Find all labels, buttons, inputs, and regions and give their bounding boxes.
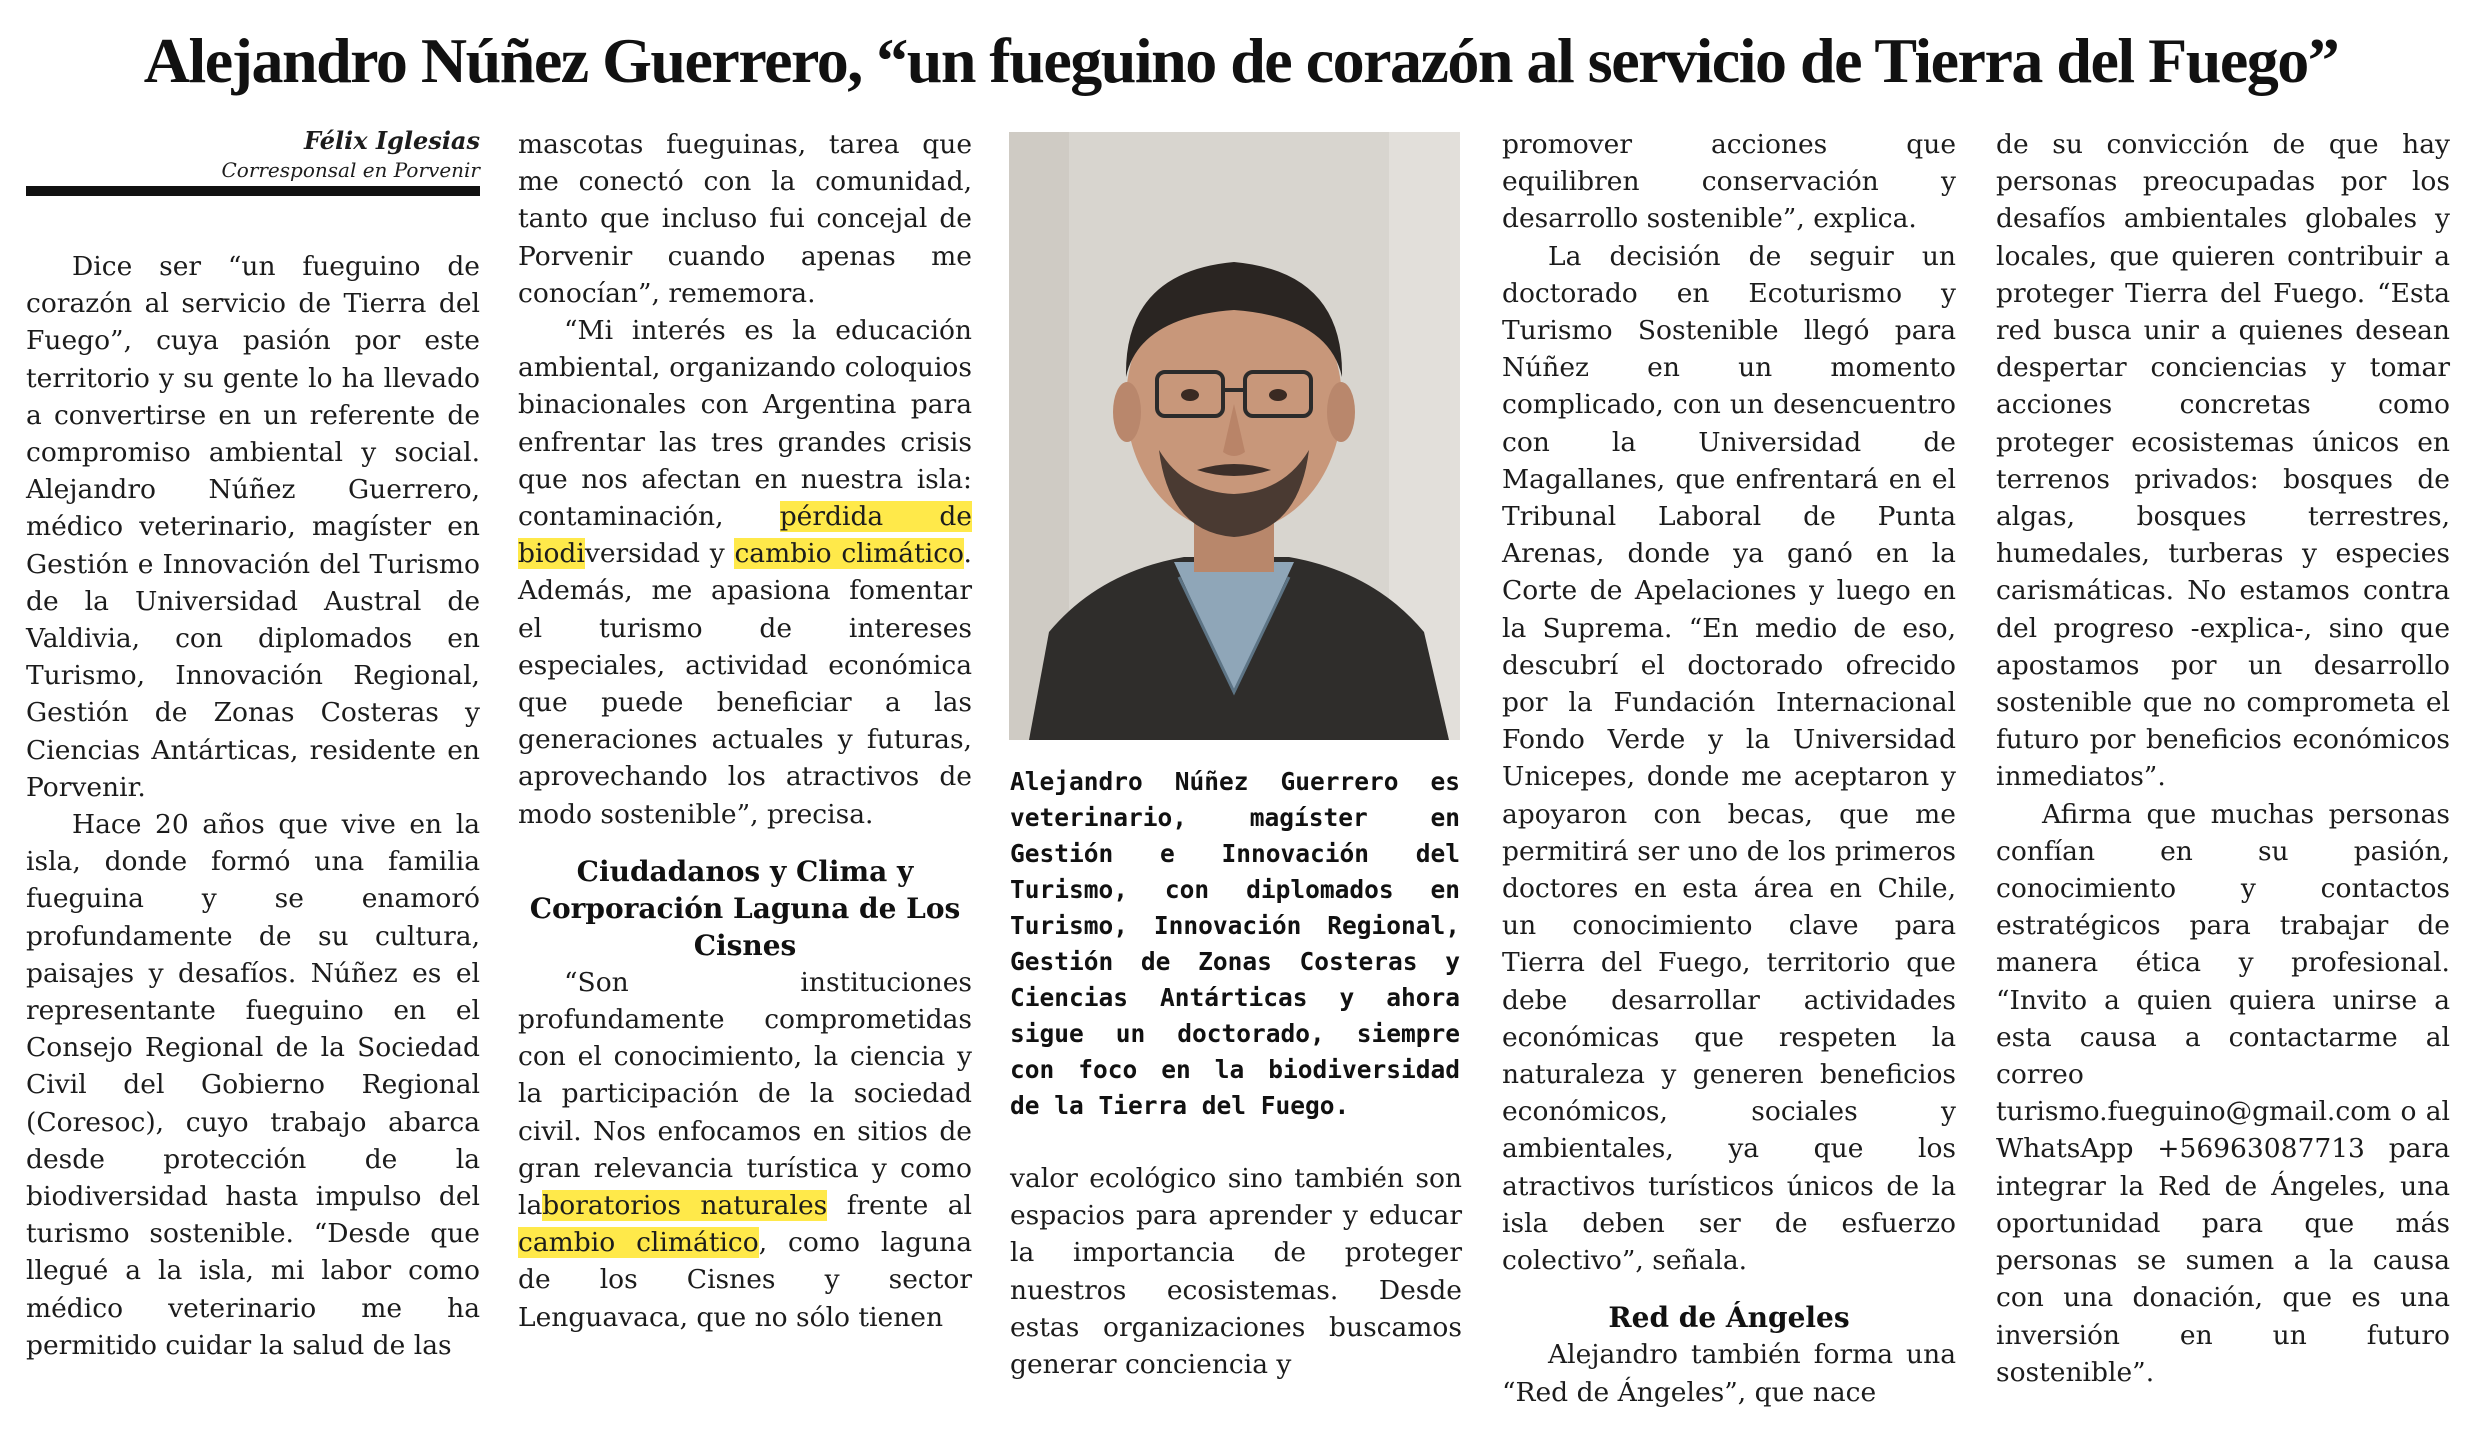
- byline-author: Félix Iglesias: [304, 126, 480, 155]
- col5-paragraph-2: Afirma que muchas personas confían en su pasión, conocimiento y contactos estratégicos para trabajar de manera ética y profesional. “Invito a quien quiera unirse a esta causa a contactarme al correo turismo.fueguino@gmail.com o al WhatsApp +56963087713 para integrar la Red de Ángeles, una oportunidad para que más personas se sumen a la causa con una donación, que es una inversión en un futuro sostenible”.: [1996, 798, 2450, 1388]
- column-3-text: [1010, 1160, 1462, 1383]
- byline-rule: [26, 186, 480, 196]
- col2-paragraph-1: mascotas fueguinas, tarea que me conectó con la comunidad, tanto que incluso fui concejal de Porvenir cuando apenas me conocían”, rememora.: [518, 129, 972, 309]
- col2-p3-text-a: “Son instituciones profundamente comprometidas con el conocimiento, la ciencia y la participación de la sociedad civil. Nos enfocamos en sitios de gran relevancia turística y como la: [518, 966, 972, 1222]
- portrait-illustration: [1009, 132, 1460, 740]
- highlight-biodiversidad: pérdida de biodi: [518, 501, 972, 570]
- col2-p2-text-b: versidad y: [584, 538, 735, 570]
- column-1: [26, 126, 480, 1364]
- subhead-ciudadanos: Ciudadanos y Clima y Corporación Laguna de Los Cisnes: [529, 854, 961, 962]
- column-5: [1996, 126, 2450, 1391]
- byline: [26, 126, 480, 184]
- col1-paragraph-2: Hace 20 años que vive en la isla, donde formó una familia fueguina y se enamoró profundamente de su cultura, paisajes y desafíos. Núñez es el representante fueguino en el Consejo Regional de la Sociedad Civil del Gobierno Regional (Coresoc), cuyo trabajo abarca desde protección de la biodiversidad hasta impulso del turismo sostenible. “Desde que llegué a la isla, mi labor como médico veterinario me ha permitido cuidar la salud de las: [26, 809, 480, 1361]
- col2-paragraph-3: [518, 964, 972, 1336]
- col2-p3-text-b: frente al: [827, 1190, 972, 1222]
- col1-paragraph-1: Dice ser “un fueguino de corazón al servicio de Tierra del Fuego”, cuya pasión por este territorio y su gente lo ha llevado a convertirse en un referente de compromiso ambiental y social. Alejandro Núñez Guerrero, médico veterinario, magíster en Gestión e Innovación del Turismo de la Universidad Austral de Valdivia, con diplomados en Turismo, Innovación Regional, Gestión de Zonas Costeras y Ciencias Antárticas, residente en Porvenir.: [26, 251, 480, 803]
- byline-role: Corresponsal en Porvenir: [221, 158, 480, 182]
- highlight-laboratorios: boratorios naturales: [542, 1190, 828, 1222]
- column-2: [518, 126, 972, 1336]
- photo-caption: Alejandro Núñez Guerrero es veterinario, magíster en Gestión e Innovación del Turismo, con diplomados en Turismo, Innovación Regional, Gestión de Zonas Costeras y Ciencias Antárticas y ahora sigue un doctorado, siempre con foco en la biodiversidad de la Tierra del Fuego.: [1010, 767, 1460, 1120]
- col2-p3-text-c: , como laguna de los Cisnes y sector Lenguavaca, que no sólo tienen: [518, 1227, 972, 1333]
- col4-paragraph-1: promover acciones que equilibren conservación y desarrollo sostenible”, explica.: [1502, 129, 1956, 235]
- col4-paragraph-3: Alejandro también forma una “Red de Ángeles”, que nace: [1502, 1339, 1956, 1408]
- highlight-cambio-climatico-1: cambio climático: [734, 538, 964, 570]
- col2-p2-text-c: . Además, me apasiona fomentar el turismo de intereses especiales, actividad económica que puede beneficiar a las generaciones actuales y futuras, aprovechando los atractivos de modo sostenible”, precisa.: [518, 538, 972, 830]
- column-4: [1502, 126, 1956, 1411]
- highlight-cambio-climatico-2: cambio climático: [518, 1227, 759, 1259]
- portrait-photo: [1009, 132, 1460, 740]
- subhead-red-de-angeles: Red de Ángeles: [1608, 1301, 1850, 1335]
- col3-paragraph: valor ecológico sino también son espacios para aprender y educar la importancia de proteger nuestros ecosistemas. Desde estas organizaciones buscamos generar conciencia y: [1010, 1163, 1462, 1381]
- col4-paragraph-2: La decisión de seguir un doctorado en Ecoturismo y Turismo Sostenible llegó para Núñez en un momento complicado, con un desencuentro con la Universidad de Magallanes, que enfrentará en el Tribunal Laboral de Punta Arenas, donde ya ganó en la Corte de Apelaciones y luego en la Suprema. “En medio de eso, descubrí el doctorado ofrecido por la Fundación Internacional Fondo Verde y la Universidad Unicepes, donde me aceptaron y apoyaron con becas, que me permitirá ser uno de los primeros doctores en esta área en Chile, un conocimiento clave para Tierra del Fuego, territorio que debe desarrollar actividades económicas que respeten la naturaleza y generen beneficios económicos, sociales y ambientales, ya que los atractivos turísticos únicos de la isla deben ser de esfuerzo colectivo”, señala.: [1502, 240, 1956, 1277]
- col5-paragraph-1: de su convicción de que hay personas preocupadas por los desafíos ambientales globales y locales, que quieren contribuir a proteger Tierra del Fuego. “Esta red busca unir a quienes desean despertar conciencias y tomar acciones concretas como proteger ecosistemas únicos en terrenos privados: bosques de algas, bosques terrestres, humedales, turberas y especies carismáticas. No estamos contra del progreso -explica-, sino que apostamos por un desarrollo sostenible que no comprometa el futuro por beneficios económicos inmediatos”.: [1996, 129, 2450, 793]
- headline: Alejandro Núñez Guerrero, “un fueguino de corazón al servicio de Tierra del Fuego”: [143, 25, 2339, 96]
- col2-p2-text-a: “Mi interés es la educación ambiental, organizando coloquios binacionales con Argentina para enfrentar las tres grandes crisis que nos afectan en nuestra isla: contaminación,: [518, 315, 972, 533]
- col2-paragraph-2: [518, 312, 972, 833]
